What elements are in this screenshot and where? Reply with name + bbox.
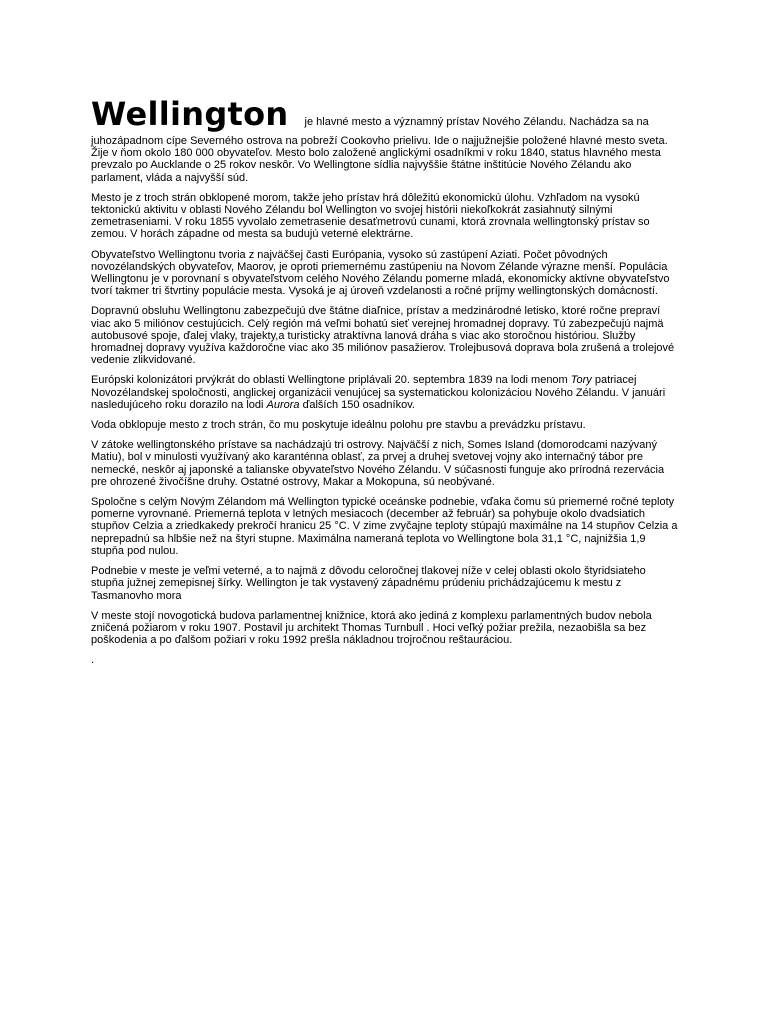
- colonization-text-b: patriacej Novozélandskej spoločnosti, anglickej organizácii venujúcej sa systematickou kolonizáciou Nového Zélandu. V januári nasledujúceho roku dorazilo na lodi: [91, 374, 666, 411]
- paragraph-colonization: [91, 374, 679, 411]
- title-line: [91, 96, 679, 132]
- paragraph-intro: juhozápadnom cípe Severného ostrova na pobreží Cookovho prielivu. Ide o najjužnejšie položené hlavné mesto sveta. Žije v ňom okolo 180 000 obyvateľov. Mesto bolo založené anglickými osadníkmi v roku 1840, status hlavného mesta prevzalo po Aucklande o 25 rokov neskôr. Vo Wellingtone sídlia najvyššie štátne inštitúcie Nového Zélandu ako parlament, vláda a najvyšší súd.: [91, 135, 668, 184]
- lead-inline-text: je hlavné mesto a významný prístav Nového Zélandu. Nachádza sa na: [304, 116, 649, 128]
- paragraph-library: V meste stojí novogotická budova parlamentnej knižnice, ktorá ako jediná z komplexu parlamentných budov nebola zničená požiarom v roku 1907. Postavil ju architekt Thomas Turnbull . Hoci veľký požiar prežila, nezaobišla sa bez poškodenia a po ďalšom požiari v roku 1992 prešla nákladnou trojročnou reštauráciou.: [91, 609, 652, 647]
- colonization-text-a: Európski kolonizátori prvýkrát do oblasti Wellingtone priplávali 20. septembra 1839 na lodi menom: [91, 374, 571, 387]
- paragraph-population: Obyvateľstvo Wellingtonu tvoria z najväčšej časti Európania, vysoko sú zastúpení Aziati. Počet pôvodných novozélandských obyvateľov, Maorov, je oproti priemernému zastúpeniu na Novom Zélande výrazne menší. Populácia Wellingtonu je v porovnaní s obyvateľstvom celého Nového Zélandu pomerne mladá, ekonomicky aktívne obyvateľstvo tvorí takmer tri štvrtiny populácie mesta. Vysoká je aj úroveň vzdelanosti a ročné príjmy wellingtonských domácností.: [91, 248, 670, 298]
- paragraph-climate: Spoločne s celým Novým Zélandom má Wellington typické oceánske podnebie, vďaka čomu sú priemerné ročné teploty pomerne vyrovnané. Priemerná teplota v letných mesiacoch (december až február) sa pohybuje okolo dvadsiatich stupňov Celzia a zriedkakedy prekročí hranicu 25 °C. V zime zvyčajne teploty stúpajú maximálne na 14 stupňov Celzia a neprepadnú sa hlbšie než na štyri stupne. Maximálna nameraná teplota vo Wellingtone bola 31,1 °C, najnižšia 1,9 stupňa pod nulou.: [91, 496, 678, 557]
- paragraph-transport: Dopravnú obsluhu Wellingtonu zabezpečujú dve štátne diaľnice, prístav a medzinárodné letisko, ktoré ročne prepraví viac ako 5 miliónov cestujúcich. Celý región má veľmi bohatú sieť verejnej hromadnej dopravy. Tú zabezpečujú najmä autobusové spoje, ďalej vlaky, trajekty,a turisticky atraktívna lanová dráha s viac ako storočnou históriou. Služby hromadnej dopravy využíva každoročne viac ako 35 miliónov pasažierov. Trolejbusová doprava bola zrušená a trolejové vedenie zlikvidované.: [91, 305, 675, 367]
- paragraph-geography: Mesto je z troch strán obklopené morom, takže jeho prístav hrá dôležitú ekonomickú úlohu. Vzhľadom na vysokú tektonickú aktivitu v oblasti Nového Zélandu bol Wellington vo svojej histórii niekoľkokrát zasiahnutý silnými zemetraseniami. V roku 1855 vyvolalo zemetrasenie desaťmetrovú cunami, ktorá zrovnala wellingtonský prístav so zemou. V horách západne od mesta sa budujú veterné elektrárne.: [91, 191, 650, 241]
- ship-name-aurora: Aurora: [266, 398, 300, 411]
- colonization-text-c: ďalších 150 osadníkov.: [299, 398, 415, 411]
- ship-name-tory: Tory: [570, 374, 592, 387]
- trailing-mark: .: [91, 654, 95, 667]
- paragraph-islands: V zátoke wellingtonského prístave sa nachádzajú tri ostrovy. Najväčší z nich, Somes Island (domorodcami nazývaný Matiu), bol v minulosti využívaný ako karanténna oblasť, za prvej a druhej svetovej vojny ako internačný tábor pre nemecké, neskôr aj japonské a talianske obyvateľstvo Nového Zélandu. V súčasnosti funguje ako prírodná rezervácia pre ohrozené živočíšne druhy. Ostatné ostrovy, Makar a Mokopuna, sú neobývané.: [91, 439, 665, 488]
- paragraph-wind: Podnebie v meste je veľmi veterné, a to najmä z dôvodu celoročnej tlakovej níže v celej oblasti okolo štyridsiateho stupňa južnej zemepisnej šírky. Wellington je tak vystavený západnému prúdeniu prichádzajúcemu k mestu z Tasmanovho mora: [91, 565, 646, 602]
- document-page: [91, 96, 679, 667]
- paragraph-water: Voda obklopuje mesto z troch strán, čo mu poskytuje ideálnu polohu pre stavbu a prevádzku prístavu.: [91, 419, 586, 432]
- article-title: Wellington: [91, 95, 289, 133]
